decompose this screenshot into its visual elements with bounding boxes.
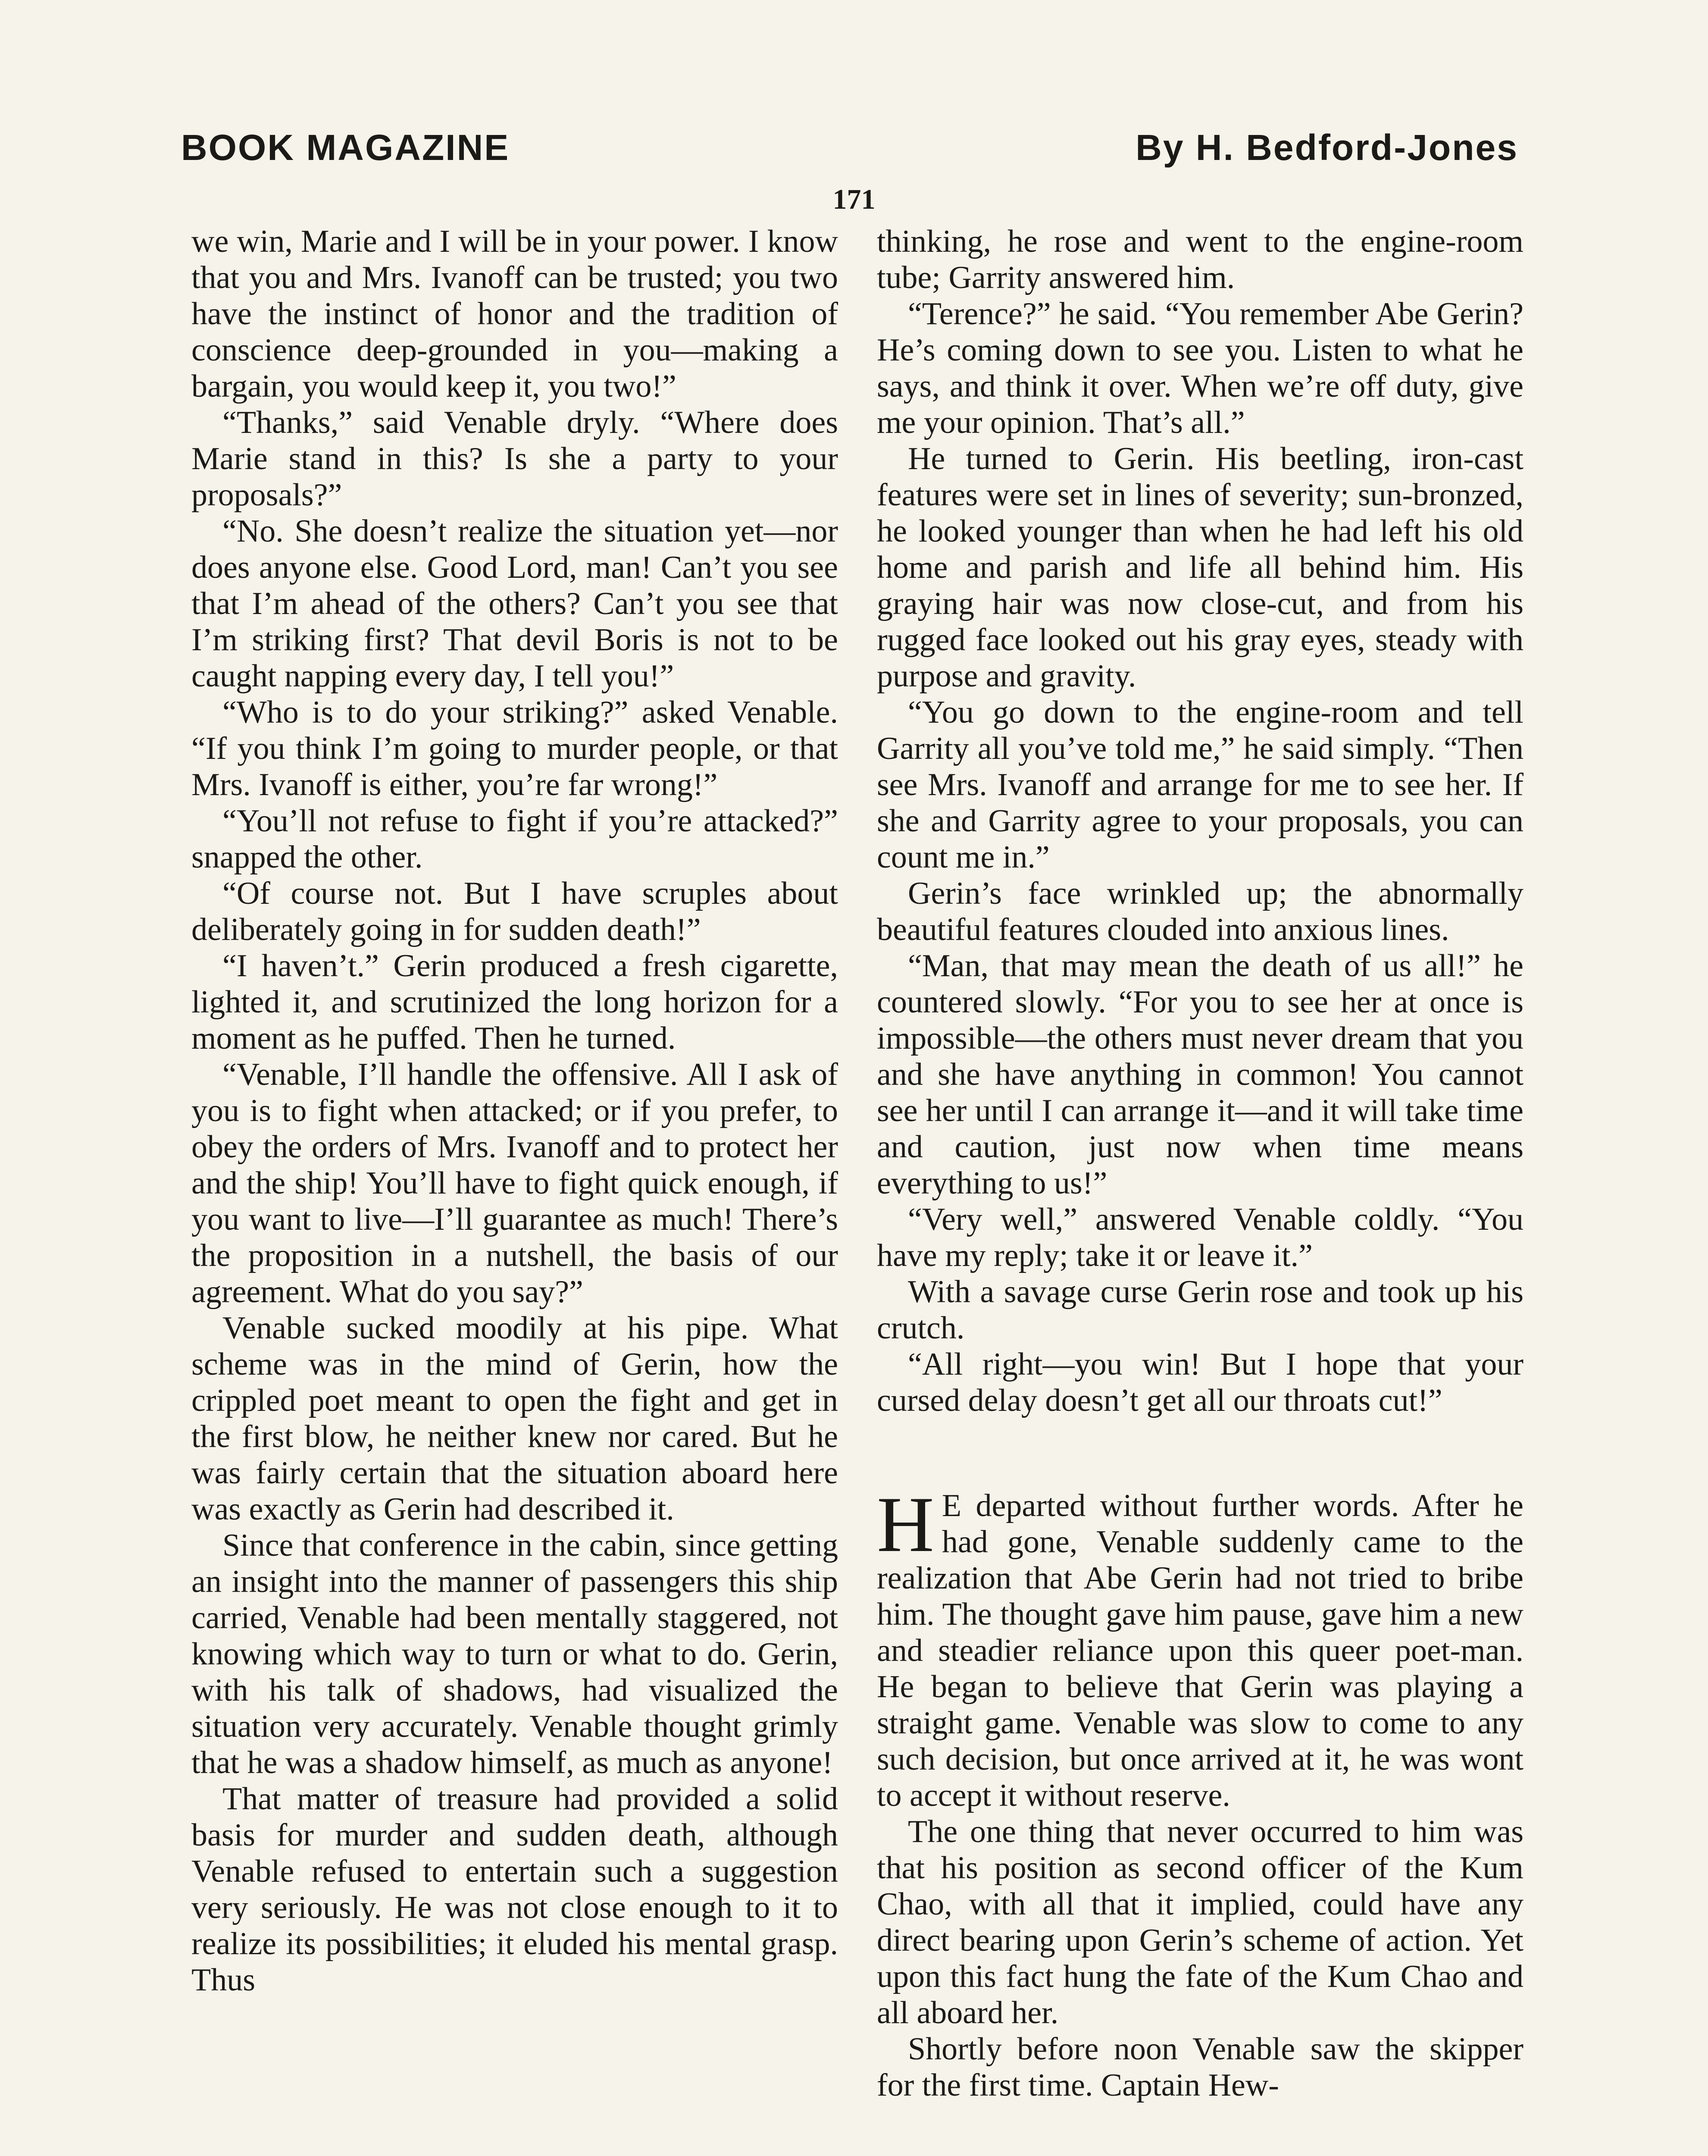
paragraph: “All right—you win! But I hope that your cursed delay doesn’t get all our throats cut!” — [877, 1347, 1523, 1418]
paragraph: “Venable, I’ll handle the offensive. All I ask of you is to fight when attacked; or if you prefer, to obey the orders of Mrs. Ivanoff and to protect her and the ship! You’ll have to fight quick enough, if you want to live—I’ll guarantee as much! There’s the proposition in a nutshell, the basis of our agreement. What do you say?” — [191, 1057, 838, 1310]
paragraph: He turned to Gerin. His beetling, iron-cast features were set in lines of severity; sun-bronzed, he looked younger than when he had left his old home and parish and life all behind him. His graying hair was now close-cut, and from his rugged face looked out his gray eyes, steady with purpose and gravity. — [877, 441, 1523, 694]
paragraph: “Who is to do your striking?” asked Venable. “If you think I’m going to murder people, or that Mrs. Ivanoff is either, you’re far wrong!” — [191, 695, 838, 802]
paragraph: “Very well,” answered Venable coldly. “You have my reply; take it or leave it.” — [877, 1202, 1523, 1273]
left-column — [191, 223, 838, 2156]
right-column — [877, 223, 1523, 2156]
paragraph: The one thing that never occurred to him was that his position as second officer of the Kum Chao, with all that it implied, could have any direct bearing upon Gerin’s scheme of action. Yet upon this fact hung the fate of the Kum Chao and all aboard her. — [877, 1814, 1523, 2031]
paragraph: we win, Marie and I will be in your power. I know that you and Mrs. Ivanoff can be trusted; you two have the instinct of honor and the tradition of conscience deep-grounded in you—making a bargain, you would keep it, you two!” — [191, 224, 838, 404]
paragraph: With a savage curse Gerin rose and took up his crutch. — [877, 1274, 1523, 1346]
magazine-title: BOOK MAGAZINE — [181, 127, 510, 168]
paragraph: Shortly before noon Venable saw the skipper for the first time. Captain Hew- — [877, 2031, 1523, 2103]
section-break — [877, 1419, 1523, 1488]
author-byline: By H. Bedford-Jones — [1136, 127, 1518, 168]
paragraph: “Terence?” he said. “You remember Abe Gerin? He’s coming down to see you. Listen to what he says, and think it over. When we’re off duty, give me your opinion. That’s all.” — [877, 296, 1523, 440]
page-number: 171 — [832, 184, 876, 215]
paragraph: “No. She doesn’t realize the situation yet—nor does anyone else. Good Lord, man! Can’t you see that I’m ahead of the others? Can’t you see that I’m striking first? That devil Boris is not to be caught napping every day, I tell you!” — [191, 514, 838, 694]
paragraph: “I haven’t.” Gerin produced a fresh cigarette, lighted it, and scrutinized the long horizon for a moment as he puffed. Then he turned. — [191, 948, 838, 1056]
paragraph: “You go down to the engine-room and tell Garrity all you’ve told me,” he said simply. “Then see Mrs. Ivanoff and arrange for me to see her. If she and Garrity agree to your proposals, you can count me in.” — [877, 695, 1523, 875]
paragraph: “You’ll not refuse to fight if you’re attacked?” snapped the other. — [191, 803, 838, 875]
paragraph: That matter of treasure had provided a solid basis for murder and sudden death, although Venable refused to entertain such a suggestion very seriously. He was not close enough to it to realize its possibilities; it eluded his mental grasp. Thus — [191, 1781, 838, 1998]
paragraph: Venable sucked moodily at his pipe. What scheme was in the mind of Gerin, how the crippled poet meant to open the fight and get in the first blow, he neither knew nor cared. But he was fairly certain that the situation aboard here was exactly as Gerin had described it. — [191, 1310, 838, 1527]
paragraph: Gerin’s face wrinkled up; the abnormally beautiful features clouded into anxious lines. — [877, 876, 1523, 947]
paragraph: “Of course not. But I have scruples about deliberately going in for sudden death!” — [191, 876, 838, 947]
paragraph: Since that conference in the cabin, since getting an insight into the manner of passengers this ship carried, Venable had been mentally staggered, not knowing which way to turn or what to do. Gerin, with his talk of shadows, had visualized the situation very accurately. Venable thought grimly that he was a shadow himself, as much as anyone! — [191, 1528, 838, 1780]
dropcap-paragraph-text: E departed without further words. After he had gone, Venable suddenly came to the realization that Abe Gerin had not tried to bribe him. The thought gave him pause, gave him a new and steadier reliance upon this queer poet-man. He began to believe that Gerin was playing a straight game. Venable was slow to come to any such decision, but once arrived at it, he was wont to accept it without reserve. — [877, 1488, 1523, 1813]
drop-cap: H — [877, 1480, 934, 1568]
paragraph: thinking, he rose and went to the engine-room tube; Garrity answered him. — [877, 224, 1523, 295]
paragraph: “Thanks,” said Venable dryly. “Where does Marie stand in this? Is she a party to your proposals?” — [191, 405, 838, 513]
paragraph: “Man, that may mean the death of us all!” he countered slowly. “For you to see her at once is impossible—the others must never dream that you and she have anything in common! You cannot see her until I can arrange it—and it will take time and caution, just now when time means everything to us!” — [877, 948, 1523, 1201]
dropcap-paragraph — [877, 1480, 1523, 1814]
